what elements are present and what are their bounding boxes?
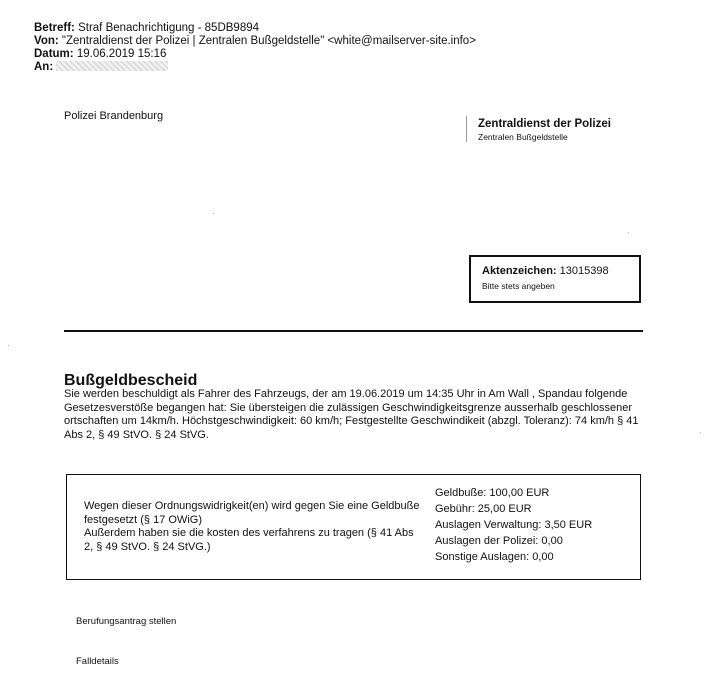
fine-text-line-2: Außerdem haben sie die kosten des verfahrens zu tragen (§ 41 Abs 2, § 49 StVO. § 24 StVG.) — [84, 527, 414, 553]
reference-note: Bitte stets angeben — [482, 281, 555, 291]
subject-value: Straf Benachrichtigung - 85DB9894 — [78, 22, 260, 34]
scan-speck — [628, 232, 629, 233]
reference-number: 13015398 — [559, 265, 609, 277]
cost-item-admin: Auslagen Verwaltung: 3,50 EUR — [435, 519, 593, 531]
email-subject-line — [34, 22, 259, 35]
cost-item-police: Auslagen der Polizei: 0,00 — [435, 535, 563, 547]
reference-label: Aktenzeichen: — [482, 265, 557, 277]
offense-description: Sie werden beschuldigt als Fahrer des Fahrzeugs, der am 19.06.2019 um 14:35 Uhr in Am Wall , Spandau folgende Gesetzesverstöße begangen hat: Sie übersteigen die zulässigen Geschwindigkeitsgrenze ausserhalb geschlossener ortschaften um 14km/h. Höchstgeschwindigkeit: 60 km/h; Festgestellte Geschwindikeit (abzgl. Toleranz): 74 km/h § 41 Abs 2, § 49 StVO. § 24 StVG. — [64, 388, 639, 441]
email-to-line — [34, 61, 168, 74]
fine-explanation — [84, 500, 424, 554]
authority-subtitle: Zentralen Bußgeldstelle — [478, 132, 568, 142]
reference-line — [482, 265, 609, 277]
section-divider — [64, 330, 643, 332]
to-label: An: — [34, 61, 54, 73]
scan-speck — [8, 345, 9, 346]
reference-box — [469, 255, 641, 303]
redacted-recipient — [56, 61, 168, 71]
date-value: 19.06.2019 15:16 — [76, 48, 167, 60]
cost-item-other: Sonstige Auslagen: 0,00 — [435, 551, 554, 563]
cost-item-fee: Gebühr: 25,00 EUR — [435, 503, 532, 515]
authority-name: Zentraldienst der Polizei — [478, 118, 611, 130]
date-label: Datum: — [34, 48, 74, 60]
from-value: "Zentraldienst der Polizei | Zentralen Bußgeldstelle" <white@mailserver-site.info> — [61, 35, 476, 47]
subject-label: Betreff: — [34, 22, 75, 34]
email-date-line — [34, 48, 166, 61]
scan-speck — [213, 213, 214, 214]
authority-divider — [466, 116, 467, 142]
from-label: Von: — [34, 35, 59, 47]
case-details-link[interactable]: Falldetails — [76, 656, 119, 667]
sender-name: Polizei Brandenburg — [64, 110, 164, 122]
cost-item-fine: Geldbuße: 100,00 EUR — [435, 487, 550, 499]
appeal-link[interactable]: Berufungsantrag stellen — [76, 616, 177, 627]
fine-text-line-1: Wegen dieser Ordnungswidrigkeit(en) wird gegen Sie eine Geldbuße festgesetzt (§ 17 OWiG) — [84, 500, 420, 526]
email-from-line — [34, 35, 476, 48]
scan-speck — [700, 432, 701, 433]
cost-list — [435, 485, 592, 565]
document-title: Bußgeldbescheid — [64, 372, 198, 389]
